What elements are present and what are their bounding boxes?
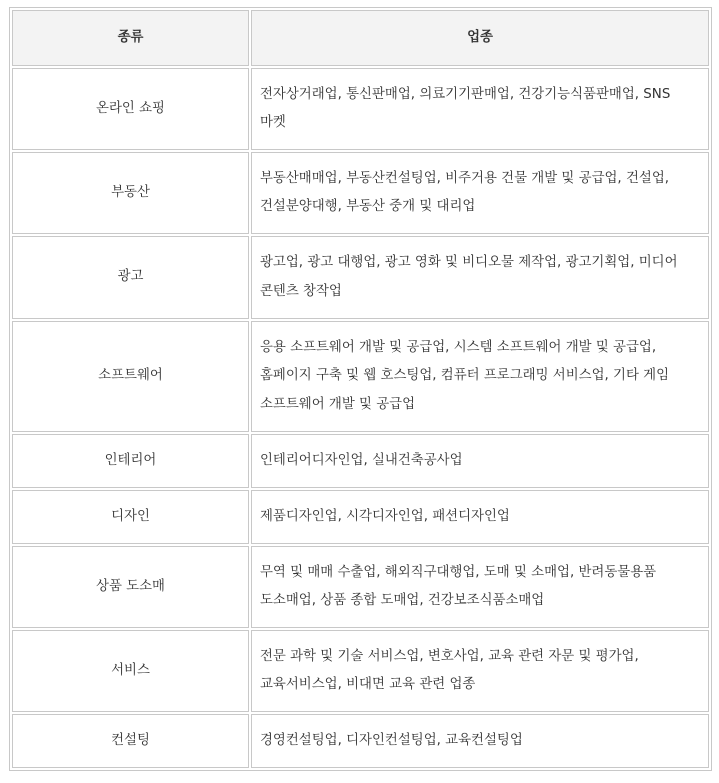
type-cell: 소프트웨어 xyxy=(12,321,249,432)
table-row xyxy=(12,68,709,150)
table-row xyxy=(12,630,709,712)
industry-cell: 전자상거래업, 통신판매업, 의료기기판매업, 건강기능식품판매업, SNS 마켓 xyxy=(251,68,709,150)
table-row xyxy=(12,490,709,544)
table-header-row xyxy=(12,10,709,66)
type-cell: 부동산 xyxy=(12,152,249,234)
type-cell: 서비스 xyxy=(12,630,249,712)
type-cell: 인테리어 xyxy=(12,434,249,488)
industry-cell: 전문 과학 및 기술 서비스업, 변호사업, 교육 관련 자문 및 평가업, 교육서비스업, 비대면 교육 관련 업종 xyxy=(251,630,709,712)
industry-cell: 제품디자인업, 시각디자인업, 패션디자인업 xyxy=(251,490,709,544)
type-cell: 온라인 쇼핑 xyxy=(12,68,249,150)
table-row xyxy=(12,714,709,768)
industry-cell: 광고업, 광고 대행업, 광고 영화 및 비디오물 제작업, 광고기획업, 미디어 콘텐츠 창작업 xyxy=(251,236,709,319)
header-industry: 업종 xyxy=(251,10,709,66)
industry-table xyxy=(9,7,712,771)
industry-cell: 인테리어디자인업, 실내건축공사업 xyxy=(251,434,709,488)
type-cell: 디자인 xyxy=(12,490,249,544)
industry-cell: 무역 및 매매 수출업, 해외직구대행업, 도매 및 소매업, 반려동물용품 도소매업, 상품 종합 도매업, 건강보조식품소매업 xyxy=(251,546,709,628)
industry-cell: 응용 소프트웨어 개발 및 공급업, 시스템 소프트웨어 개발 및 공급업, 홈페이지 구축 및 웹 호스팅업, 컴퓨터 프로그래밍 서비스업, 기타 게임 소프트웨어 개발 및 공급업 xyxy=(251,321,709,432)
table-row xyxy=(12,321,709,432)
header-type: 종류 xyxy=(12,10,249,66)
industry-cell: 경영컨설팅업, 디자인컨설팅업, 교육컨설팅업 xyxy=(251,714,709,768)
type-cell: 컨설팅 xyxy=(12,714,249,768)
type-cell: 광고 xyxy=(12,236,249,319)
table-row xyxy=(12,152,709,234)
industry-cell: 부동산매매업, 부동산컨설팅업, 비주거용 건물 개발 및 공급업, 건설업, 건설분양대행, 부동산 중개 및 대리업 xyxy=(251,152,709,234)
table-row xyxy=(12,546,709,628)
table-row xyxy=(12,236,709,319)
table-row xyxy=(12,434,709,488)
type-cell: 상품 도소매 xyxy=(12,546,249,628)
